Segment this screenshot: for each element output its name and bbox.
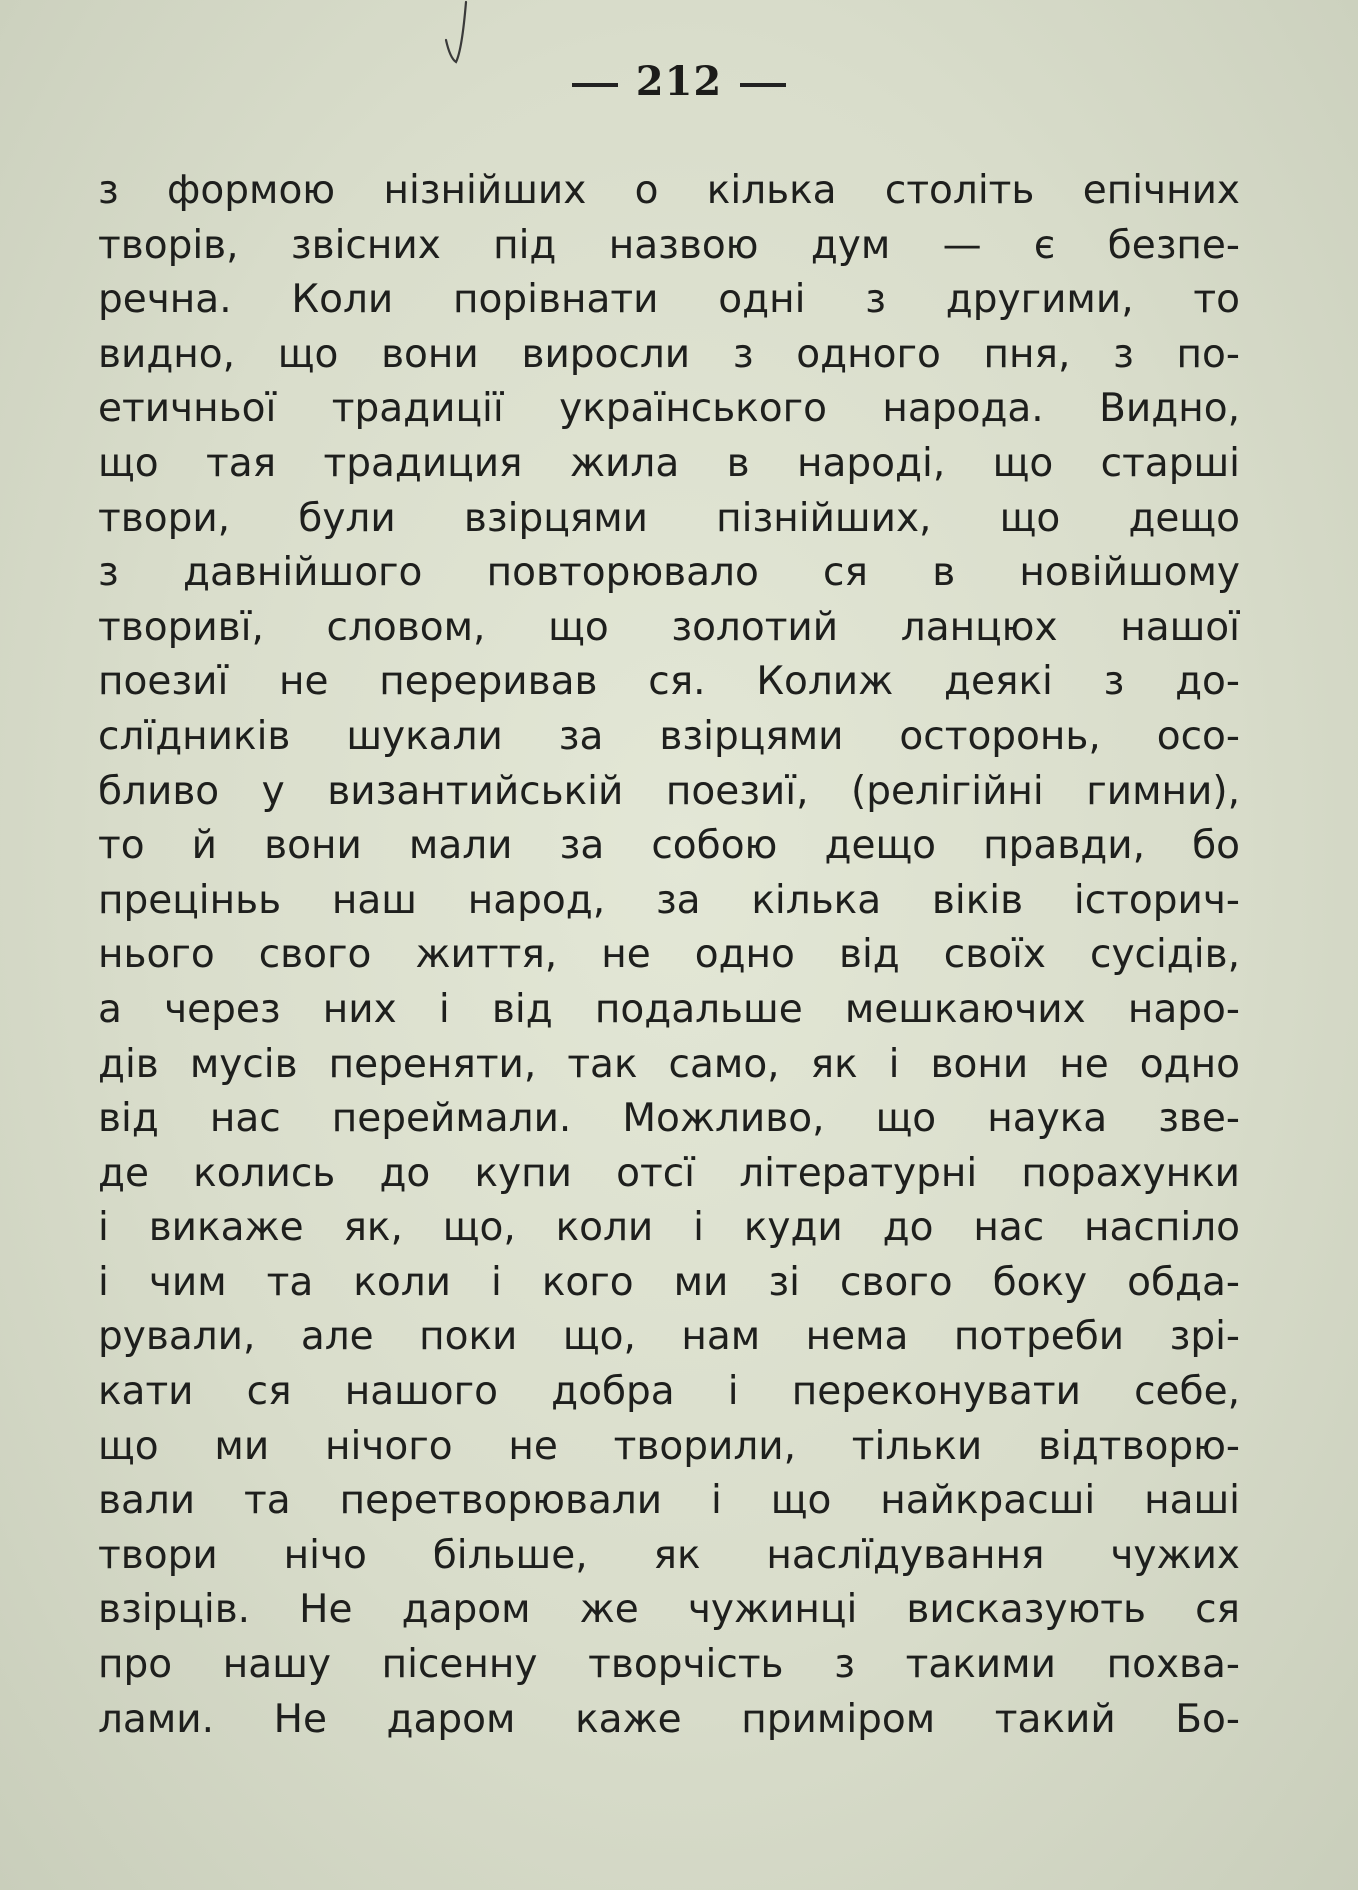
text-line [98, 1365, 1240, 1420]
text-line [98, 1420, 1240, 1475]
body-text [98, 164, 1240, 1747]
text-line-content: взірців. Не даром же чужинці висказують ся [98, 1587, 1240, 1633]
text-line-content: видно, що вони виросли з одного пня, з по- [98, 331, 1240, 377]
text-line-content: рували, але поки що, нам нема потреби зрі- [98, 1314, 1240, 1360]
header-dash-right [740, 83, 786, 87]
text-line [98, 1583, 1240, 1638]
text-line-content: преціньь наш народ, за кілька віків історич- [98, 877, 1240, 923]
text-line-content: твори нічо більше, як наслїдування чужих [98, 1532, 1240, 1578]
text-line-content: то й вони мали за собою дещо правди, бо [98, 823, 1240, 869]
text-line-content: кати ся нашого добра і переконувати себе, [98, 1369, 1240, 1415]
text-line [98, 546, 1240, 601]
text-line-content: а через них і від подальше мешкаючих наро- [98, 986, 1240, 1032]
text-line-content: речна. Коли порівнати одні з другими, то [98, 277, 1240, 323]
text-line-content: і викаже як, що, коли і куди до нас наспіло [98, 1205, 1240, 1251]
header-dash-left [572, 83, 618, 87]
text-line [98, 1201, 1240, 1256]
text-line [98, 710, 1240, 765]
text-line-content: слїдників шукали за взірцями осторонь, осо- [98, 713, 1240, 759]
text-line [98, 983, 1240, 1038]
text-line [98, 1693, 1240, 1748]
text-line-content: від нас переймали. Можливо, що наука зве- [98, 1096, 1240, 1142]
text-line-content: про нашу пісенну творчість з такими похва- [98, 1642, 1240, 1688]
text-line [98, 1038, 1240, 1093]
text-line-content: творів, звісних під назвою дум — є безпе- [98, 222, 1240, 268]
page-header [0, 58, 1358, 105]
text-line [98, 328, 1240, 383]
text-line-content: творивї, словом, що золотий ланцюх нашої [98, 604, 1240, 650]
text-line-content: лами. Не даром каже приміром такий Бо- [98, 1696, 1240, 1742]
text-line [98, 382, 1240, 437]
text-line [98, 1092, 1240, 1147]
text-line [98, 437, 1240, 492]
text-line [98, 273, 1240, 328]
text-line [98, 655, 1240, 710]
text-line [98, 601, 1240, 656]
text-line [98, 1147, 1240, 1202]
text-line [98, 164, 1240, 219]
text-line [98, 819, 1240, 874]
text-line-content: з формою нізнійших о кілька століть епічних [98, 168, 1240, 213]
text-line [98, 1529, 1240, 1584]
text-line [98, 1474, 1240, 1529]
text-line [98, 219, 1240, 274]
text-line-content: поезиї не переривав ся. Колиж деякі з до- [98, 659, 1240, 705]
text-line-content: що ми нічого не творили, тільки відтворю- [98, 1423, 1240, 1469]
text-line [98, 765, 1240, 820]
text-line [98, 1638, 1240, 1693]
text-line-content: де колись до купи отсї літературні порахунки [98, 1150, 1240, 1196]
text-line-content: і чим та коли і кого ми зі свого боку обда- [98, 1259, 1240, 1305]
text-line-content: нього свого життя, не одно від своїх сусідів, [98, 932, 1240, 978]
page-number: 212 [635, 58, 723, 105]
text-line-content: бливо у византийській поезиї, (релігійні гимни), [98, 768, 1240, 814]
text-line [98, 928, 1240, 983]
text-line-content: етичньої традиції українського народа. Видно, [98, 386, 1240, 432]
text-line-content: що тая традиция жила в народі, що старші [98, 440, 1240, 486]
text-line [98, 1256, 1240, 1311]
text-line [98, 492, 1240, 547]
text-line-content: з давнійшого повторювало ся в новійшому [98, 550, 1240, 596]
text-line-content: вали та перетворювали і що найкрасші наші [98, 1478, 1240, 1524]
text-line-content: дів мусів переняти, так само, як і вони не одно [98, 1041, 1240, 1087]
text-line [98, 1310, 1240, 1365]
text-line [98, 874, 1240, 929]
text-line-content: твори, були взірцями пізнійших, що дещо [98, 495, 1240, 541]
